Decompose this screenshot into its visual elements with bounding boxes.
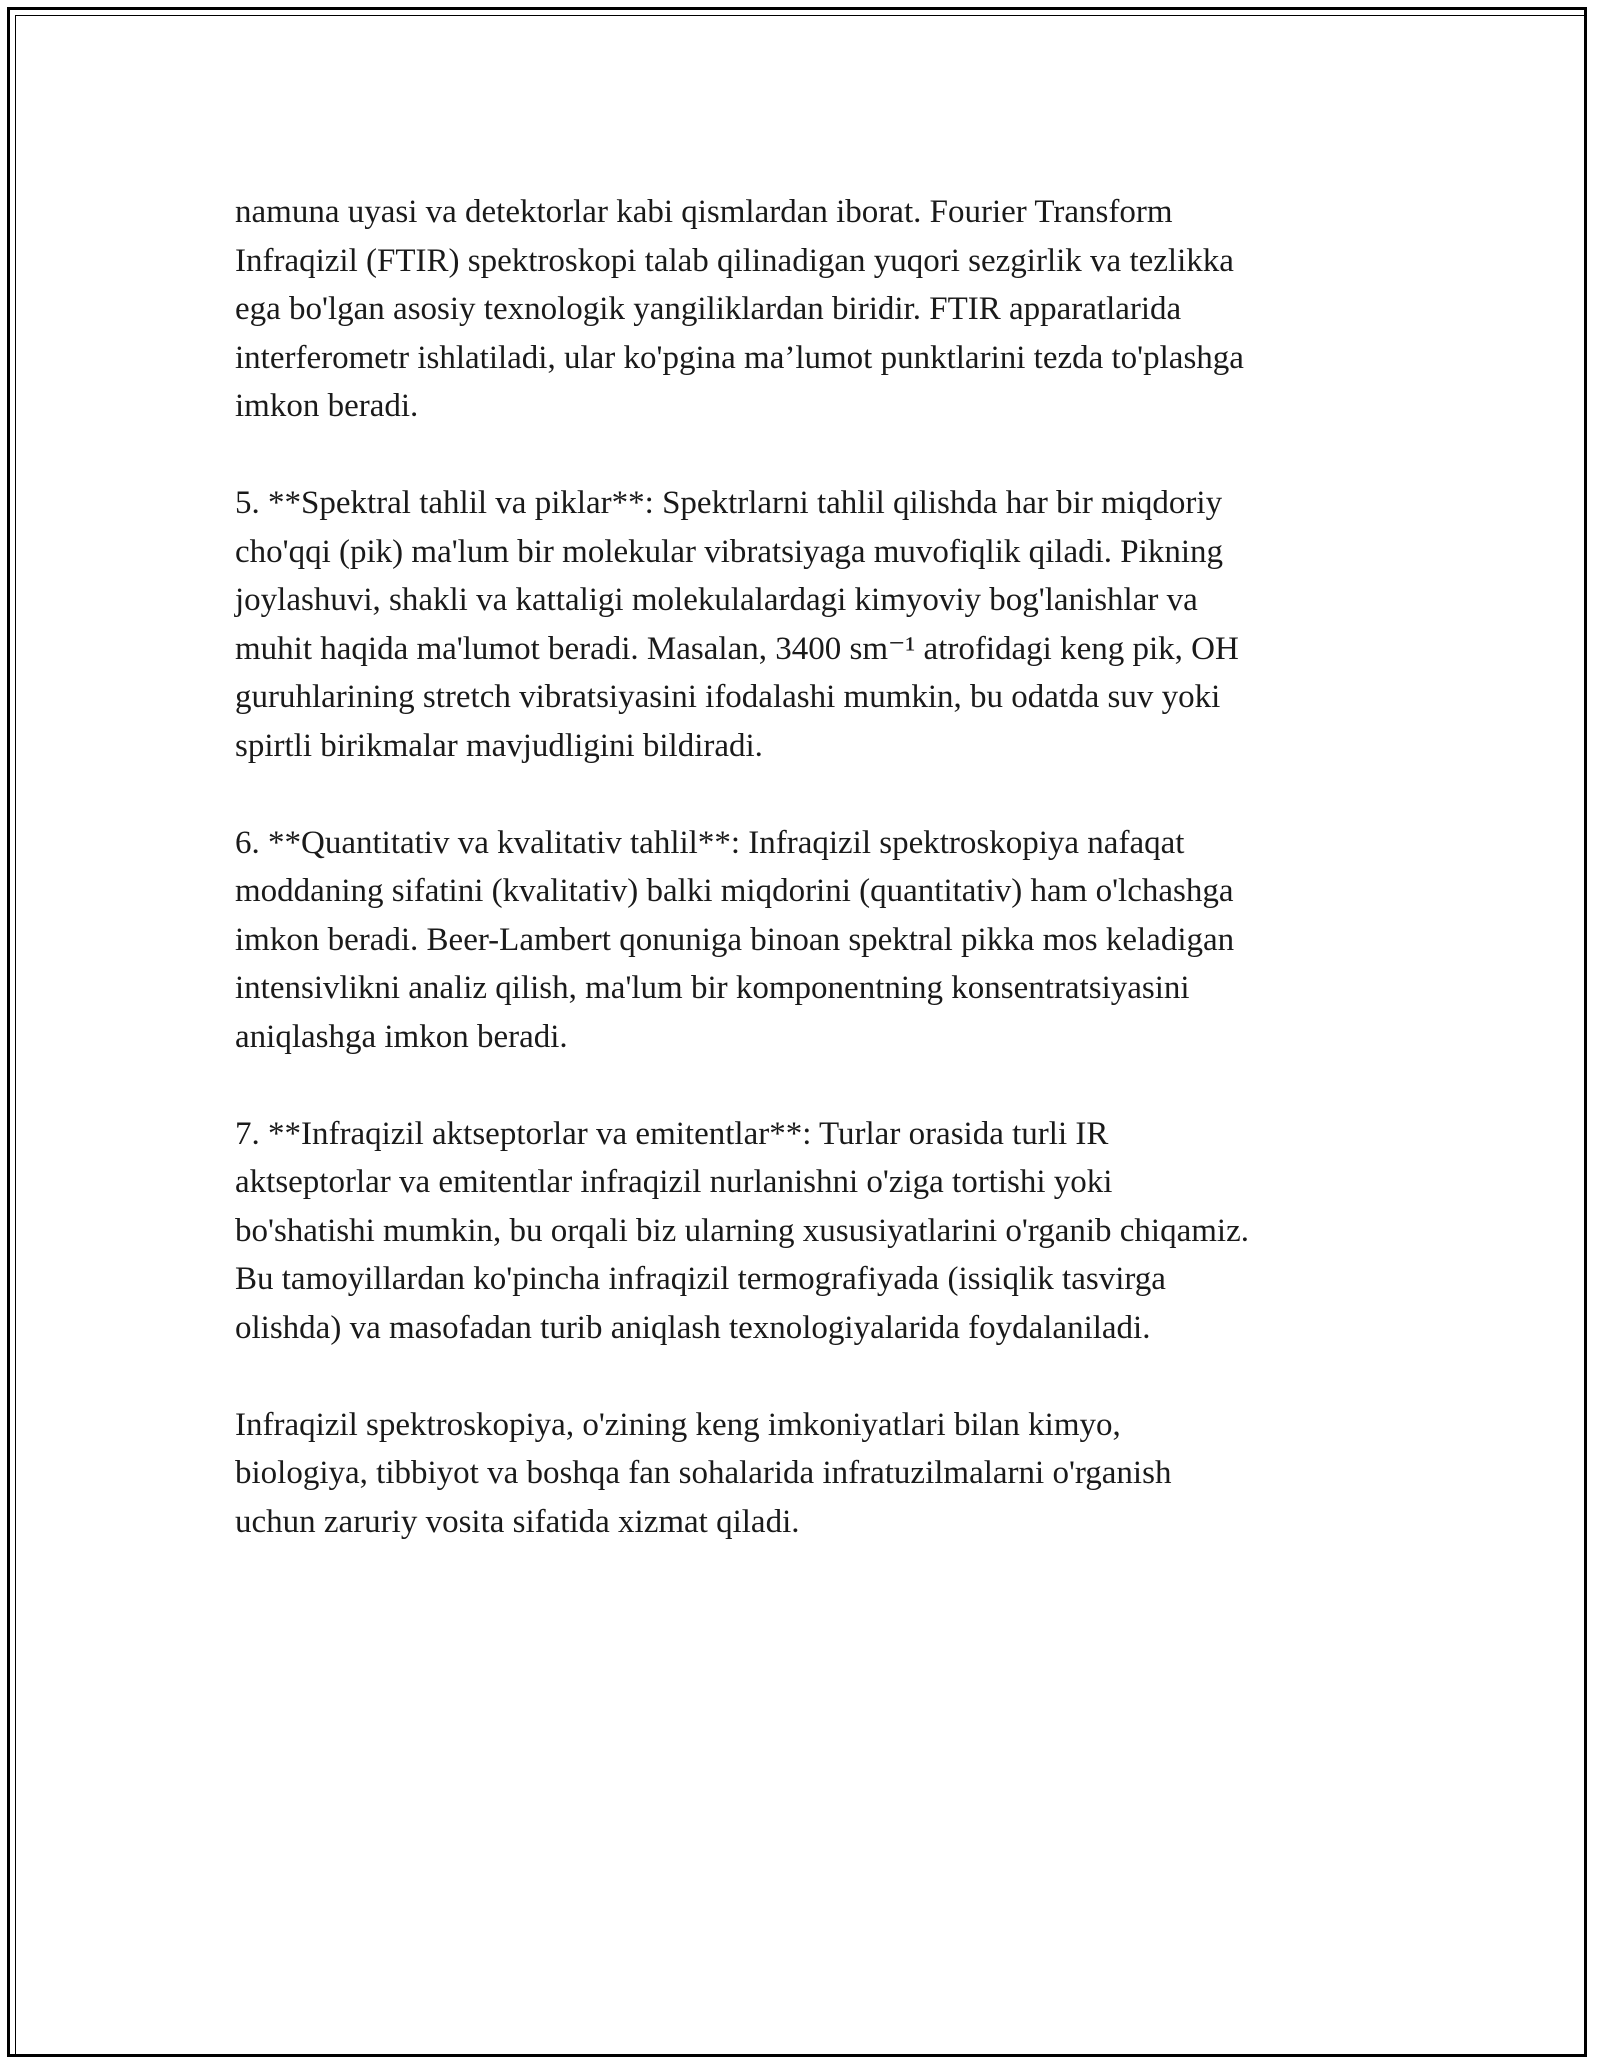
text-line: 7. **Infraqizil aktseptorlar va emitentlar**: Turlar orasida turli IR — [235, 1115, 1109, 1152]
text-line: spirtli birikmalar mavjudligini bildiradi. — [235, 727, 763, 764]
text-line: muhit haqida ma'lumot beradi. Masalan, 3400 sm⁻¹ atrofidagi keng pik, OH — [235, 630, 1239, 667]
text-line: uchun zaruriy vosita sifatida xizmat qiladi. — [235, 1503, 800, 1540]
text-line: imkon beradi. — [235, 388, 419, 424]
paragraph-intro-continued — [235, 188, 1365, 431]
text-line: ega bo'lgan asosiy texnologik yangiliklardan biridir. FTIR apparatlarida — [235, 291, 1182, 327]
text-line: intensivlikni analiz qilish, ma'lum bir komponentning konsentratsiyasini — [235, 970, 1190, 1006]
text-line: olishda) va masofadan turib aniqlash texnologiyalarida foydalaniladi. — [235, 1309, 1151, 1346]
paragraph-item-7 — [235, 1110, 1365, 1353]
text-line: Infraqizil (FTIR) spektroskopi talab qilinadigan yuqori sezgirlik va tezlikka — [235, 242, 1234, 279]
text-line: Bu tamoyillardan ko'pincha infraqizil termografiyada (issiqlik tasvirga — [235, 1261, 1166, 1297]
paragraph-item-5 — [235, 479, 1365, 770]
text-line: joylashuvi, shakli va kattaligi molekulalardagi kimyoviy bog'lanishlar va — [235, 582, 1198, 618]
text-line: bo'shatishi mumkin, bu orqali biz ularning xususiyatlarini o'rganib chiqamiz. — [235, 1212, 1249, 1249]
text-line: imkon beradi. Beer-Lambert qonuniga binoan spektral pikka mos keladigan — [235, 921, 1235, 958]
text-line: interferometr ishlatiladi, ular ko'pgina ma’lumot punktlarini tezda to'plashga — [235, 339, 1244, 376]
text-line: guruhlarining stretch vibratsiyasini ifodalashi mumkin, bu odatda suv yoki — [235, 679, 1221, 715]
paragraph-item-6 — [235, 819, 1365, 1062]
paragraph-conclusion — [235, 1401, 1365, 1547]
text-line: aniqlashga imkon beradi. — [235, 1018, 568, 1055]
text-line: namuna uyasi va detektorlar kabi qismlardan iborat. Fourier Transform — [235, 194, 1173, 230]
text-line: 6. **Quantitativ va kvalitativ tahlil**: Infraqizil spektroskopiya nafaqat — [235, 824, 1185, 861]
document-body — [235, 188, 1365, 1595]
text-line: aktseptorlar va emitentlar infraqizil nurlanishni o'ziga tortishi yoki — [235, 1164, 1113, 1200]
text-line: cho'qqi (pik) ma'lum bir molekular vibratsiyaga muvofiqlik qiladi. Pikning — [235, 533, 1223, 570]
text-line: 5. **Spektral tahlil va piklar**: Spektrlarni tahlil qilishda har bir miqdoriy — [235, 485, 1223, 521]
text-line: biologiya, tibbiyot va boshqa fan sohalarida infratuzilmalarni o'rganish — [235, 1455, 1172, 1491]
text-line: Infraqizil spektroskopiya, o'zining keng imkoniyatlari bilan kimyo, — [235, 1406, 1121, 1443]
text-line: moddaning sifatini (kvalitativ) balki miqdorini (quantitativ) ham o'lchashga — [235, 873, 1234, 909]
